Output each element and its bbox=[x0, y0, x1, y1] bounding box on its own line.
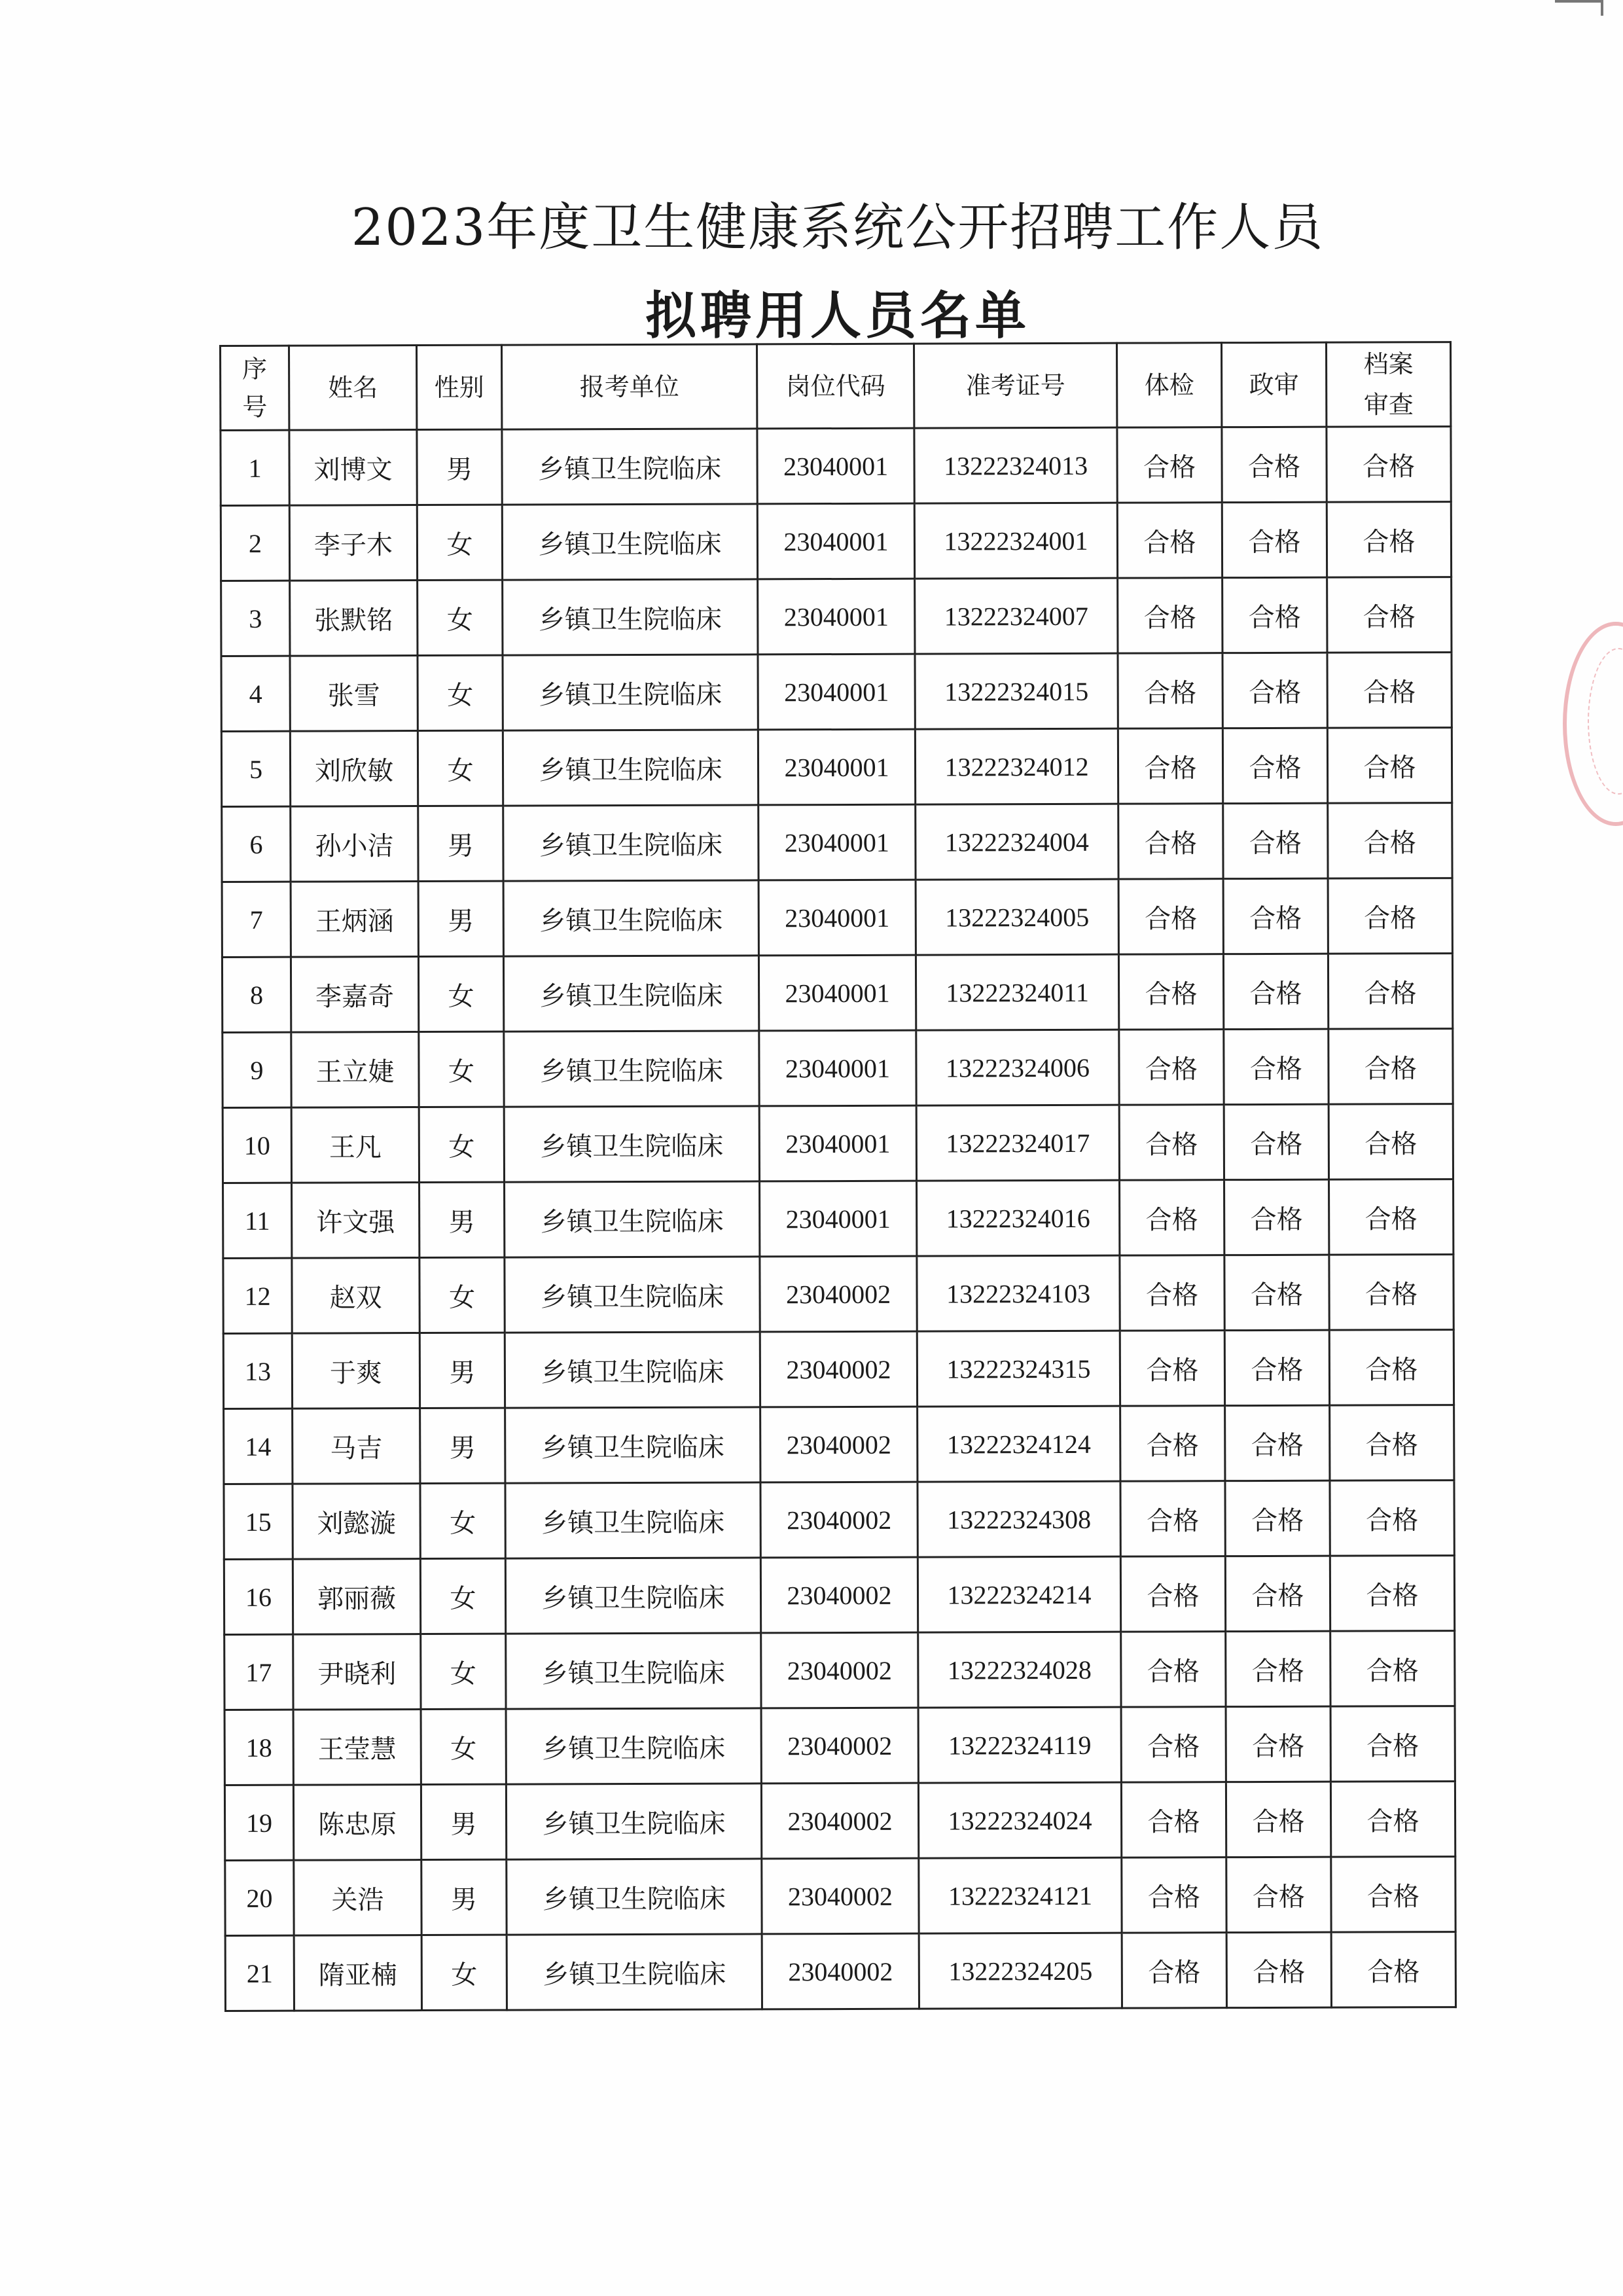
cell-physical: 合格 bbox=[1122, 1857, 1226, 1933]
cell-political: 合格 bbox=[1222, 427, 1327, 503]
cell-archive: 合格 bbox=[1330, 1480, 1454, 1556]
cell-ticket: 13222324007 bbox=[915, 578, 1118, 654]
cell-political: 合格 bbox=[1225, 1480, 1330, 1556]
cell-unit: 乡镇卫生院临床 bbox=[503, 956, 758, 1031]
cell-physical: 合格 bbox=[1118, 954, 1223, 1030]
cell-unit: 乡镇卫生院临床 bbox=[505, 1181, 760, 1257]
cell-seq: 21 bbox=[225, 1935, 294, 2011]
cell-archive: 合格 bbox=[1329, 1179, 1454, 1255]
cell-seq: 1 bbox=[221, 430, 289, 505]
cell-physical: 合格 bbox=[1119, 1030, 1224, 1105]
table-body bbox=[221, 427, 1456, 2011]
cell-unit: 乡镇卫生院临床 bbox=[505, 1257, 760, 1333]
cell-physical: 合格 bbox=[1120, 1180, 1224, 1256]
cell-ticket: 13222324013 bbox=[914, 427, 1117, 503]
cell-post-code: 23040002 bbox=[760, 1407, 918, 1482]
cell-political: 合格 bbox=[1222, 728, 1327, 804]
table-row bbox=[222, 803, 1452, 882]
cell-name: 刘欣敏 bbox=[290, 731, 418, 807]
cell-post-code: 23040002 bbox=[760, 1482, 918, 1558]
cell-political: 合格 bbox=[1226, 1706, 1330, 1782]
hiring-roster-table bbox=[219, 341, 1457, 2012]
cell-political: 合格 bbox=[1224, 1029, 1329, 1105]
cell-archive: 合格 bbox=[1329, 1330, 1454, 1406]
cell-name: 孙小洁 bbox=[291, 806, 418, 882]
cell-physical: 合格 bbox=[1122, 1933, 1226, 2009]
cell-archive: 合格 bbox=[1327, 427, 1451, 503]
cell-gender: 女 bbox=[418, 655, 503, 730]
cell-name: 尹晓利 bbox=[293, 1634, 421, 1710]
cell-gender: 女 bbox=[418, 956, 503, 1031]
cell-post-code: 23040001 bbox=[759, 1030, 916, 1106]
cell-unit: 乡镇卫生院临床 bbox=[507, 1934, 762, 2010]
cell-gender: 女 bbox=[419, 1107, 504, 1182]
cell-political: 合格 bbox=[1224, 1104, 1329, 1180]
cell-archive: 合格 bbox=[1327, 653, 1452, 728]
cell-seq: 3 bbox=[221, 581, 290, 656]
table-row bbox=[224, 1631, 1455, 1710]
header-physical: 体检 bbox=[1116, 343, 1221, 428]
cell-gender: 男 bbox=[418, 806, 503, 881]
cell-archive: 合格 bbox=[1329, 1104, 1453, 1180]
cell-unit: 乡镇卫生院临床 bbox=[503, 880, 758, 956]
cell-post-code: 23040001 bbox=[757, 503, 914, 579]
cell-political: 合格 bbox=[1226, 1782, 1330, 1857]
table-row bbox=[224, 1706, 1455, 1785]
cell-gender: 女 bbox=[419, 1031, 504, 1107]
cell-ticket: 13222324024 bbox=[918, 1782, 1121, 1858]
cell-post-code: 23040002 bbox=[760, 1256, 917, 1332]
cell-political: 合格 bbox=[1224, 1330, 1329, 1406]
cell-name: 陈忠原 bbox=[293, 1785, 421, 1861]
cell-unit: 乡镇卫生院临床 bbox=[503, 579, 758, 655]
table-header-row bbox=[221, 342, 1451, 431]
cell-post-code: 23040001 bbox=[760, 1181, 917, 1257]
cell-physical: 合格 bbox=[1120, 1331, 1224, 1407]
cell-gender: 男 bbox=[419, 1182, 505, 1257]
cell-seq: 9 bbox=[223, 1032, 291, 1107]
cell-seq: 11 bbox=[223, 1183, 292, 1258]
cell-seq: 12 bbox=[223, 1258, 292, 1333]
cell-ticket: 13222324214 bbox=[918, 1556, 1120, 1632]
table-row bbox=[223, 1029, 1453, 1108]
cell-unit: 乡镇卫生院临床 bbox=[502, 504, 757, 580]
cell-unit: 乡镇卫生院临床 bbox=[506, 1708, 761, 1784]
cell-name: 王莹慧 bbox=[293, 1710, 421, 1785]
cell-political: 合格 bbox=[1223, 954, 1328, 1030]
cell-seq: 14 bbox=[224, 1408, 293, 1484]
cell-seq: 15 bbox=[224, 1484, 293, 1559]
header-archive: 档案审查 bbox=[1326, 342, 1450, 427]
table-row bbox=[221, 653, 1452, 732]
cell-gender: 女 bbox=[417, 505, 502, 580]
cell-political: 合格 bbox=[1225, 1556, 1330, 1632]
table-row bbox=[223, 1330, 1454, 1409]
cell-unit: 乡镇卫生院临床 bbox=[505, 1482, 760, 1558]
cell-archive: 合格 bbox=[1327, 502, 1451, 578]
cell-physical: 合格 bbox=[1120, 1556, 1225, 1632]
cell-physical: 合格 bbox=[1121, 1782, 1226, 1858]
cell-physical: 合格 bbox=[1121, 1632, 1226, 1708]
cell-archive: 合格 bbox=[1330, 1782, 1455, 1857]
cell-gender: 女 bbox=[418, 580, 503, 655]
table-row bbox=[224, 1782, 1455, 1861]
cell-ticket: 13222324016 bbox=[917, 1180, 1120, 1256]
cell-unit: 乡镇卫生院临床 bbox=[504, 1031, 759, 1107]
cell-archive: 合格 bbox=[1327, 577, 1452, 653]
cell-physical: 合格 bbox=[1118, 804, 1223, 880]
cell-gender: 男 bbox=[420, 1408, 505, 1483]
cell-name: 许文强 bbox=[292, 1183, 419, 1259]
header-post-code: 岗位代码 bbox=[757, 344, 914, 429]
cell-archive: 合格 bbox=[1330, 1405, 1454, 1481]
table-row bbox=[224, 1480, 1454, 1560]
table-row bbox=[223, 1179, 1454, 1259]
cell-physical: 合格 bbox=[1117, 427, 1222, 503]
cell-gender: 女 bbox=[421, 1634, 506, 1709]
cell-physical: 合格 bbox=[1119, 1105, 1224, 1181]
table-row bbox=[221, 577, 1452, 656]
table-row bbox=[223, 1255, 1454, 1334]
document-title: 2023年度卫生健康系统公开招聘工作人员 bbox=[351, 198, 1325, 257]
cell-archive: 合格 bbox=[1331, 1932, 1455, 2008]
table-row bbox=[222, 878, 1452, 958]
cell-name: 张雪 bbox=[290, 656, 418, 732]
cell-political: 合格 bbox=[1222, 502, 1327, 578]
table-row bbox=[225, 1932, 1455, 2011]
cell-ticket: 13222324315 bbox=[917, 1331, 1120, 1407]
cell-name: 李子木 bbox=[289, 505, 417, 581]
cell-post-code: 23040001 bbox=[758, 579, 915, 655]
cell-political: 合格 bbox=[1222, 577, 1327, 653]
cell-political: 合格 bbox=[1223, 803, 1328, 879]
cell-political: 合格 bbox=[1225, 1405, 1330, 1481]
cell-ticket: 13222324005 bbox=[916, 879, 1118, 955]
cell-unit: 乡镇卫生院临床 bbox=[503, 730, 758, 806]
cell-name: 隋亚楠 bbox=[294, 1935, 421, 2011]
cell-name: 关浩 bbox=[294, 1860, 421, 1936]
cell-physical: 合格 bbox=[1117, 503, 1222, 579]
cell-seq: 16 bbox=[224, 1559, 293, 1634]
cell-gender: 女 bbox=[418, 730, 503, 806]
cell-unit: 乡镇卫生院临床 bbox=[505, 1558, 760, 1634]
cell-unit: 乡镇卫生院临床 bbox=[507, 1859, 762, 1935]
cell-ticket: 13222324011 bbox=[916, 954, 1118, 1030]
cell-physical: 合格 bbox=[1118, 879, 1223, 955]
cell-physical: 合格 bbox=[1120, 1481, 1225, 1557]
header-gender: 性别 bbox=[417, 345, 502, 429]
cell-physical: 合格 bbox=[1120, 1255, 1224, 1331]
header-political: 政审 bbox=[1221, 342, 1326, 427]
cell-ticket: 13222324006 bbox=[916, 1030, 1119, 1105]
cell-ticket: 13222324124 bbox=[918, 1406, 1120, 1482]
cell-name: 王炳涵 bbox=[291, 882, 418, 958]
cell-physical: 合格 bbox=[1120, 1406, 1225, 1482]
header-name: 姓名 bbox=[289, 346, 417, 431]
cell-unit: 乡镇卫生院临床 bbox=[504, 1106, 759, 1182]
cell-unit: 乡镇卫生院临床 bbox=[505, 1407, 760, 1483]
cell-name: 刘懿漩 bbox=[293, 1484, 420, 1560]
cell-ticket: 13222324121 bbox=[919, 1857, 1122, 1933]
cell-post-code: 23040001 bbox=[759, 1105, 916, 1181]
cell-political: 合格 bbox=[1226, 1857, 1331, 1933]
cell-physical: 合格 bbox=[1118, 653, 1222, 729]
cell-seq: 13 bbox=[223, 1333, 292, 1408]
cell-political: 合格 bbox=[1222, 653, 1327, 728]
cell-name: 王立婕 bbox=[291, 1032, 419, 1108]
cell-unit: 乡镇卫生院临床 bbox=[506, 1784, 761, 1859]
cell-archive: 合格 bbox=[1330, 1556, 1454, 1632]
cell-ticket: 13222324028 bbox=[918, 1632, 1121, 1708]
table-row bbox=[225, 1857, 1455, 1936]
cell-ticket: 13222324308 bbox=[918, 1481, 1120, 1557]
cell-gender: 女 bbox=[421, 1935, 507, 2010]
cell-seq: 18 bbox=[224, 1710, 293, 1785]
cell-archive: 合格 bbox=[1330, 1706, 1455, 1782]
cell-physical: 合格 bbox=[1118, 728, 1222, 804]
cell-post-code: 23040002 bbox=[761, 1783, 918, 1859]
cell-post-code: 23040002 bbox=[762, 1858, 919, 1934]
cell-unit: 乡镇卫生院临床 bbox=[506, 1633, 761, 1709]
cell-ticket: 13222324119 bbox=[918, 1707, 1121, 1783]
cell-post-code: 23040001 bbox=[758, 729, 915, 805]
cell-name: 于爽 bbox=[292, 1333, 419, 1409]
cell-name: 赵双 bbox=[292, 1258, 419, 1334]
cell-seq: 19 bbox=[224, 1785, 293, 1860]
table-row bbox=[224, 1405, 1454, 1484]
cell-archive: 合格 bbox=[1329, 1029, 1453, 1105]
scan-corner-mark bbox=[1555, 0, 1603, 16]
cell-political: 合格 bbox=[1226, 1631, 1330, 1707]
cell-ticket: 13222324205 bbox=[919, 1933, 1122, 2009]
cell-physical: 合格 bbox=[1121, 1707, 1226, 1783]
header-seq: 序号 bbox=[221, 346, 289, 430]
cell-gender: 男 bbox=[417, 429, 502, 505]
cell-gender: 男 bbox=[421, 1859, 507, 1935]
cell-archive: 合格 bbox=[1331, 1857, 1455, 1933]
cell-ticket: 13222324004 bbox=[916, 804, 1118, 880]
cell-seq: 6 bbox=[222, 806, 291, 882]
table-row bbox=[221, 502, 1451, 581]
cell-unit: 乡镇卫生院临床 bbox=[505, 1332, 760, 1408]
cell-archive: 合格 bbox=[1328, 878, 1452, 954]
cell-seq: 20 bbox=[225, 1860, 294, 1935]
cell-post-code: 23040002 bbox=[762, 1933, 919, 2009]
cell-ticket: 13222324015 bbox=[915, 653, 1118, 729]
cell-seq: 4 bbox=[221, 656, 290, 731]
cell-gender: 女 bbox=[419, 1257, 505, 1333]
cell-post-code: 23040001 bbox=[758, 804, 916, 880]
cell-post-code: 23040001 bbox=[757, 428, 914, 504]
cell-gender: 女 bbox=[421, 1709, 506, 1784]
cell-seq: 17 bbox=[224, 1634, 293, 1710]
cell-political: 合格 bbox=[1226, 1932, 1331, 2008]
cell-archive: 合格 bbox=[1328, 803, 1452, 879]
cell-post-code: 23040002 bbox=[761, 1632, 918, 1708]
cell-archive: 合格 bbox=[1330, 1631, 1455, 1707]
cell-seq: 5 bbox=[221, 731, 290, 806]
cell-physical: 合格 bbox=[1118, 578, 1222, 654]
cell-name: 郭丽薇 bbox=[293, 1559, 420, 1635]
table-row bbox=[223, 1104, 1453, 1183]
cell-ticket: 13222324017 bbox=[916, 1105, 1119, 1181]
cell-political: 合格 bbox=[1224, 1255, 1329, 1331]
document-subtitle: 拟聘用人员名单 bbox=[645, 286, 1030, 346]
cell-name: 马吉 bbox=[293, 1408, 420, 1484]
cell-post-code: 23040002 bbox=[760, 1331, 917, 1407]
cell-seq: 8 bbox=[222, 957, 291, 1032]
cell-post-code: 23040002 bbox=[761, 1708, 918, 1784]
cell-post-code: 23040001 bbox=[758, 654, 915, 730]
cell-political: 合格 bbox=[1223, 878, 1328, 954]
table-row bbox=[221, 728, 1452, 807]
cell-ticket: 13222324001 bbox=[914, 503, 1117, 579]
table-row bbox=[224, 1556, 1454, 1635]
cell-ticket: 13222324103 bbox=[917, 1255, 1120, 1331]
cell-seq: 7 bbox=[222, 882, 291, 957]
cell-name: 张默铭 bbox=[290, 581, 418, 656]
header-unit: 报考单位 bbox=[502, 344, 757, 429]
header-ticket: 准考证号 bbox=[914, 343, 1116, 428]
cell-gender: 男 bbox=[421, 1784, 506, 1859]
cell-political: 合格 bbox=[1224, 1179, 1329, 1255]
cell-gender: 女 bbox=[420, 1483, 505, 1558]
cell-unit: 乡镇卫生院临床 bbox=[503, 655, 758, 730]
cell-seq: 2 bbox=[221, 505, 289, 581]
cell-name: 王凡 bbox=[291, 1107, 419, 1183]
cell-gender: 女 bbox=[420, 1558, 505, 1634]
cell-archive: 合格 bbox=[1329, 1255, 1454, 1331]
cell-post-code: 23040001 bbox=[758, 880, 916, 956]
cell-post-code: 23040001 bbox=[758, 955, 916, 1031]
table-row bbox=[222, 954, 1452, 1033]
cell-ticket: 13222324012 bbox=[915, 728, 1118, 804]
cell-gender: 男 bbox=[418, 881, 503, 956]
cell-unit: 乡镇卫生院临床 bbox=[502, 429, 757, 505]
cell-unit: 乡镇卫生院临床 bbox=[503, 805, 758, 881]
cell-name: 刘博文 bbox=[289, 430, 417, 506]
cell-post-code: 23040002 bbox=[760, 1557, 918, 1633]
cell-archive: 合格 bbox=[1327, 728, 1452, 804]
table-row bbox=[221, 427, 1451, 506]
cell-seq: 10 bbox=[223, 1107, 291, 1183]
cell-name: 李嘉奇 bbox=[291, 957, 418, 1033]
cell-archive: 合格 bbox=[1328, 954, 1452, 1030]
cell-gender: 男 bbox=[419, 1333, 505, 1408]
